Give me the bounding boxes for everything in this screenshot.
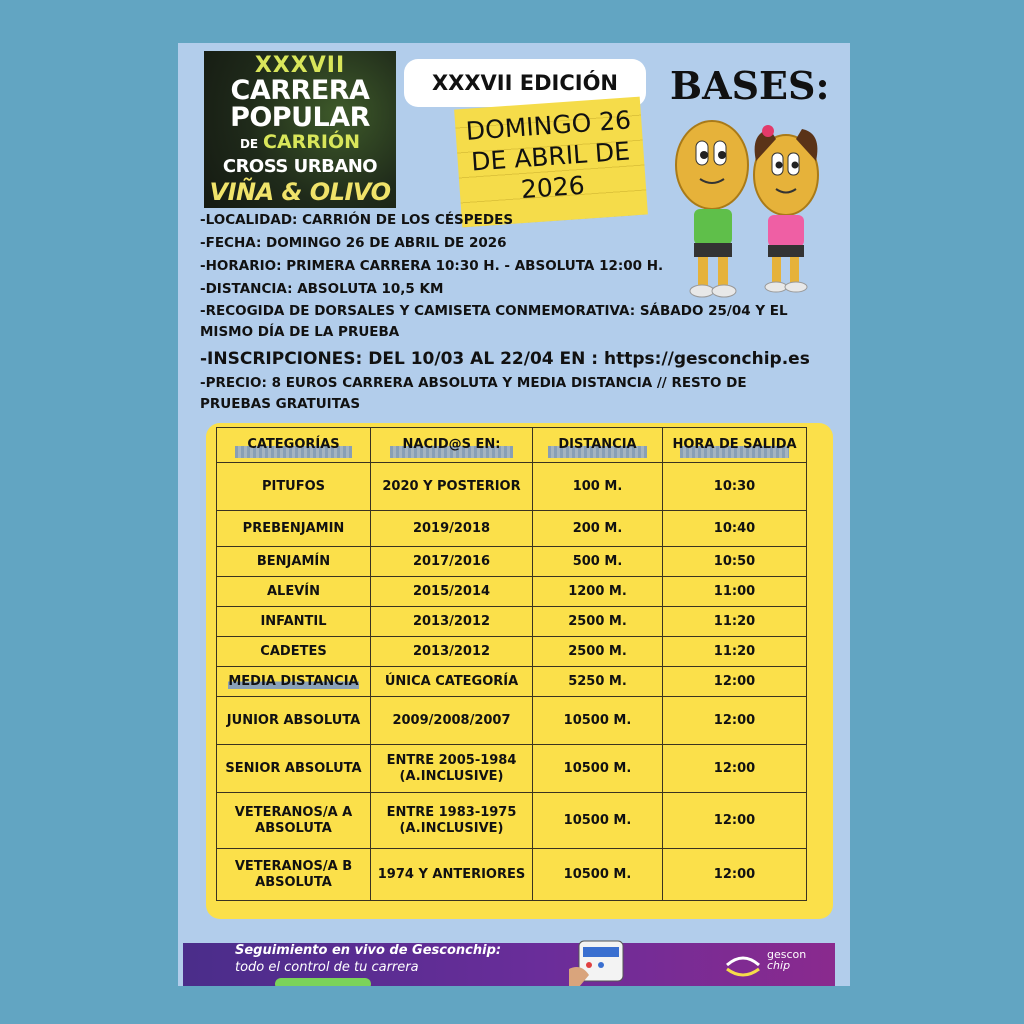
header-distancia: DISTANCIA [533, 428, 663, 463]
cell-nacidos: ENTRE 2005-1984 (A.INCLUSIVE) [371, 745, 533, 793]
cell-hora: 12:00 [663, 745, 807, 793]
cell-nacidos: 2017/2016 [371, 547, 533, 577]
date-line-1: DOMINGO 26 [464, 105, 632, 146]
table-row [217, 547, 807, 577]
race-info-list [200, 209, 840, 417]
banner-title: Seguimiento en vivo de Gesconchip: [235, 943, 502, 958]
cell-hora: 11:20 [663, 637, 807, 667]
cell-nacidos: 2009/2008/2007 [371, 697, 533, 745]
race-logo [204, 51, 396, 208]
table-row [217, 793, 807, 849]
cell-distancia: 10500 M. [533, 697, 663, 745]
table-header-row [217, 428, 807, 463]
cell-categoria: CADETES [217, 637, 371, 667]
table-row [217, 849, 807, 901]
cell-hora: 12:00 [663, 793, 807, 849]
table-row [217, 463, 807, 511]
logo-popular: POPULAR [230, 102, 370, 133]
cell-distancia: 1200 M. [533, 577, 663, 607]
logo-vina-olivo: VIÑA & OLIVO [209, 178, 391, 206]
header-categorias: CATEGORÍAS [217, 428, 371, 463]
cell-distancia: 5250 M. [533, 667, 663, 697]
cell-categoria: MEDIA DISTANCIA [217, 667, 371, 697]
cell-categoria: SENIOR ABSOLUTA [217, 745, 371, 793]
cell-hora: 12:00 [663, 697, 807, 745]
cell-hora: 11:20 [663, 607, 807, 637]
cell-distancia: 10500 M. [533, 849, 663, 901]
table-row [217, 511, 807, 547]
header-nacidos: NACID@S EN: [371, 428, 533, 463]
edition-badge: XXXVII EDICIÓN [404, 59, 646, 107]
cell-categoria: BENJAMÍN [217, 547, 371, 577]
cell-nacidos: 2015/2014 [371, 577, 533, 607]
cell-hora: 10:30 [663, 463, 807, 511]
logo-carrera: CARRERA [230, 75, 370, 106]
cell-distancia: 100 M. [533, 463, 663, 511]
date-line-2: DE ABRIL DE [470, 136, 631, 177]
cell-categoria: VETERANOS/A B ABSOLUTA [217, 849, 371, 901]
table-row [217, 577, 807, 607]
cell-categoria: INFANTIL [217, 607, 371, 637]
logo-de-carrion [204, 133, 396, 152]
phone-icon [569, 939, 629, 986]
cell-hora: 11:00 [663, 577, 807, 607]
cell-distancia: 200 M. [533, 511, 663, 547]
table-row [217, 667, 807, 697]
info-localidad: -LOCALIDAD: CARRIÓN DE LOS CÉSPEDES [200, 212, 514, 228]
cell-nacidos: 1974 Y ANTERIORES [371, 849, 533, 901]
cell-nacidos: ÚNICA CATEGORÍA [371, 667, 533, 697]
cell-categoria: PITUFOS [217, 463, 371, 511]
cell-hora: 10:50 [663, 547, 807, 577]
cell-categoria: ALEVÍN [217, 577, 371, 607]
bases-title: BASES: [670, 63, 830, 108]
info-distancia: -DISTANCIA: ABSOLUTA 10,5 KM [200, 281, 444, 297]
table-row [217, 745, 807, 793]
banner-button[interactable] [275, 978, 371, 986]
categories-table [216, 427, 807, 901]
cell-hora: 12:00 [663, 849, 807, 901]
cell-categoria: VETERANOS/A A ABSOLUTA [217, 793, 371, 849]
cell-distancia: 500 M. [533, 547, 663, 577]
table-row [217, 697, 807, 745]
cell-distancia: 10500 M. [533, 793, 663, 849]
race-poster [178, 43, 850, 986]
gesconchip-banner[interactable] [183, 943, 835, 986]
cell-nacidos: 2013/2012 [371, 607, 533, 637]
header-hora-salida: HORA DE SALIDA [663, 428, 807, 463]
table-row [217, 637, 807, 667]
cell-distancia: 2500 M. [533, 607, 663, 637]
cell-categoria: PREBENJAMIN [217, 511, 371, 547]
gesconchip-logo-icon [723, 951, 763, 979]
table-row [217, 607, 807, 637]
info-inscripciones: -INSCRIPCIONES: DEL 10/03 AL 22/04 EN : https://gesconchip.es [200, 349, 810, 369]
cell-categoria: JUNIOR ABSOLUTA [217, 697, 371, 745]
logo-edition: XXXVII [254, 53, 346, 78]
logo-carrion: CARRIÓN [263, 131, 361, 153]
cell-nacidos: ENTRE 1983-1975 (A.INCLUSIVE) [371, 793, 533, 849]
brand-name: gescon chip [767, 948, 807, 972]
info-precio: -PRECIO: 8 EUROS CARRERA ABSOLUTA Y MEDIA DISTANCIA // RESTO DE PRUEBAS GRATUITAS [200, 375, 747, 412]
logo-de: DE [239, 137, 259, 151]
cell-nacidos: 2019/2018 [371, 511, 533, 547]
cell-distancia: 2500 M. [533, 637, 663, 667]
categories-table-card [206, 423, 833, 919]
cell-hora: 12:00 [663, 667, 807, 697]
info-recogida: -RECOGIDA DE DORSALES Y CAMISETA CONMEMORATIVA: SÁBADO 25/04 Y EL MISMO DÍA DE LA PRUEBA [200, 303, 788, 340]
cell-nacidos: 2013/2012 [371, 637, 533, 667]
logo-cross-urbano: CROSS URBANO [222, 156, 378, 177]
cell-nacidos: 2020 Y POSTERIOR [371, 463, 533, 511]
info-fecha: -FECHA: DOMINGO 26 DE ABRIL DE 2026 [200, 235, 507, 251]
info-horario: -HORARIO: PRIMERA CARRERA 10:30 H. - ABSOLUTA 12:00 H. [200, 258, 664, 274]
date-line-3: 2026 [519, 170, 586, 204]
date-sticky-note [454, 97, 648, 228]
banner-subtitle: todo el control de tu carrera [235, 960, 419, 975]
cell-hora: 10:40 [663, 511, 807, 547]
cell-distancia: 10500 M. [533, 745, 663, 793]
